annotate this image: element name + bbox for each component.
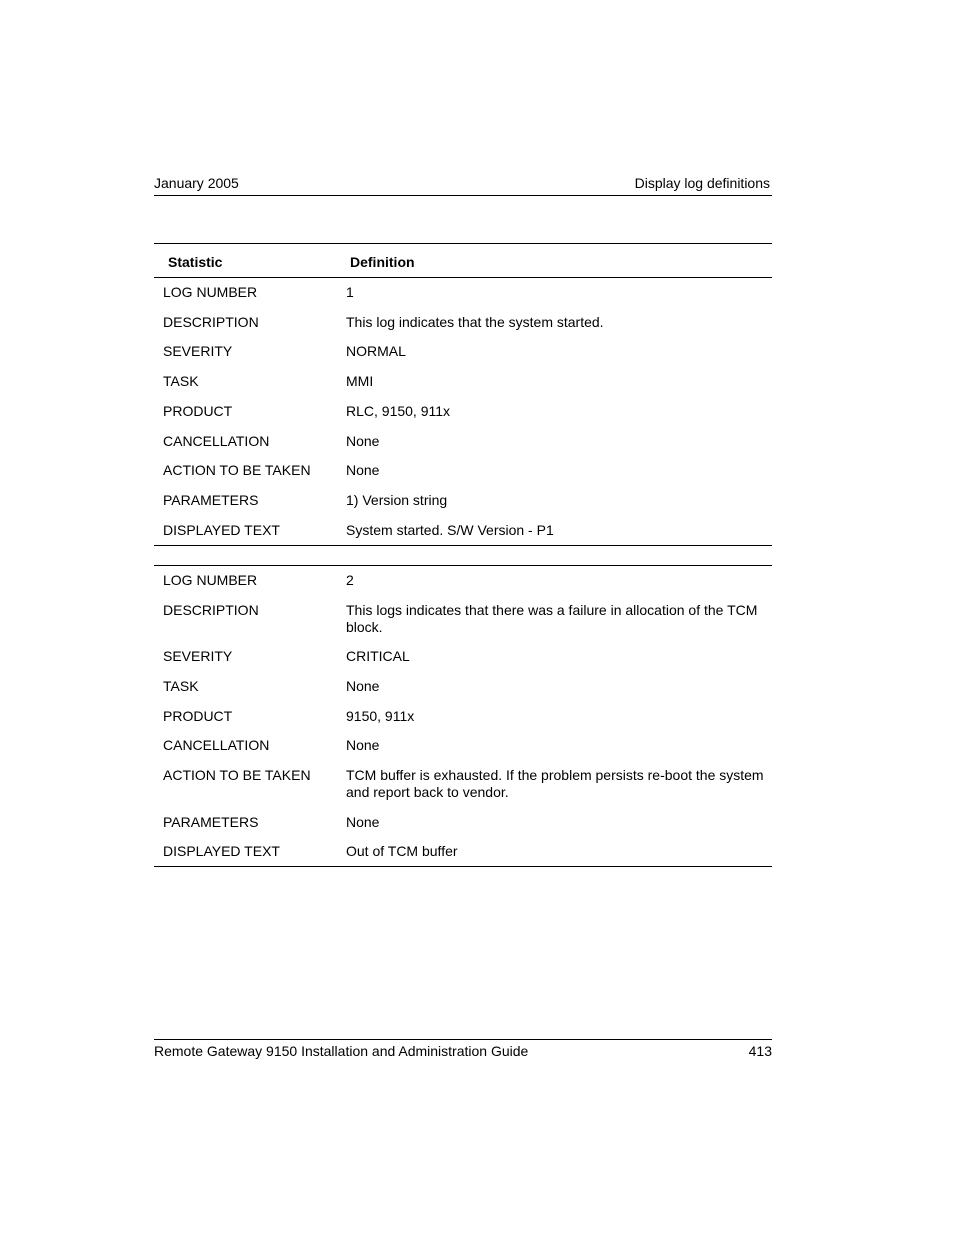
row-value: 1) Version string (346, 492, 448, 508)
log-table-2 (154, 565, 772, 867)
row-value: None (346, 737, 380, 753)
row-value: None (346, 814, 380, 830)
row-value: System started. S/W Version - P1 (346, 522, 554, 538)
table-header-row (154, 243, 772, 278)
log-table-1 (154, 243, 772, 546)
row-label: ACTION TO BE TAKEN (163, 767, 311, 783)
row-label: CANCELLATION (163, 737, 270, 753)
table-row (154, 648, 772, 678)
table-row (154, 522, 772, 539)
row-value: Out of TCM buffer (346, 843, 458, 859)
row-label: ACTION TO BE TAKEN (163, 462, 311, 478)
column-header-statistic: Statistic (168, 254, 223, 270)
row-value: 2 (346, 572, 354, 588)
row-label: PARAMETERS (163, 492, 259, 508)
table-row (154, 284, 772, 314)
row-label: PARAMETERS (163, 814, 259, 830)
row-value: RLC, 9150, 911x (346, 403, 451, 419)
row-value: None (346, 433, 380, 449)
page-number: 413 (748, 1043, 772, 1059)
page-header (154, 175, 772, 196)
table-row (154, 314, 772, 343)
row-label: DISPLAYED TEXT (163, 522, 280, 538)
table-row (154, 403, 772, 433)
row-label: CANCELLATION (163, 433, 270, 449)
table-row (154, 843, 772, 860)
table-row (154, 767, 772, 814)
table-row (154, 373, 772, 403)
row-label: DESCRIPTION (163, 602, 259, 618)
row-value: TCM buffer is exhausted. If the problem persists re-boot the system and report back to vendor. (346, 767, 764, 800)
row-label: TASK (163, 373, 199, 389)
row-label: PRODUCT (163, 403, 233, 419)
header-date: January 2005 (154, 175, 239, 191)
table-row (154, 678, 772, 708)
log-2-rows (154, 565, 772, 867)
table-row (154, 492, 772, 522)
page-footer (154, 1039, 772, 1062)
footer-book-title: Remote Gateway 9150 Installation and Administration Guide (154, 1043, 529, 1059)
table-row (154, 433, 772, 462)
log-1-rows (154, 278, 772, 546)
row-label: DISPLAYED TEXT (163, 843, 280, 859)
row-value: NORMAL (346, 343, 406, 359)
row-value: MMI (346, 373, 374, 389)
row-value: 1 (346, 284, 354, 300)
table-row (154, 737, 772, 767)
row-value: None (346, 462, 380, 478)
row-label: SEVERITY (163, 343, 233, 359)
row-label: TASK (163, 678, 199, 694)
row-value: CRITICAL (346, 648, 410, 664)
row-label: SEVERITY (163, 648, 233, 664)
table-row (154, 572, 772, 602)
row-label: LOG NUMBER (163, 284, 258, 300)
row-label: LOG NUMBER (163, 572, 258, 588)
table-row (154, 708, 772, 737)
table-row (154, 462, 772, 492)
row-label: PRODUCT (163, 708, 233, 724)
column-header-definition: Definition (350, 254, 415, 270)
header-section-title: Display log definitions (634, 175, 770, 191)
row-value: None (346, 678, 380, 694)
table-row (154, 814, 772, 843)
row-label: DESCRIPTION (163, 314, 259, 330)
row-value: This logs indicates that there was a failure in allocation of the TCM block. (346, 602, 758, 635)
table-row (154, 343, 772, 373)
row-value: This log indicates that the system started. (346, 314, 604, 330)
table-row (154, 602, 772, 648)
row-value: 9150, 911x (346, 708, 415, 724)
